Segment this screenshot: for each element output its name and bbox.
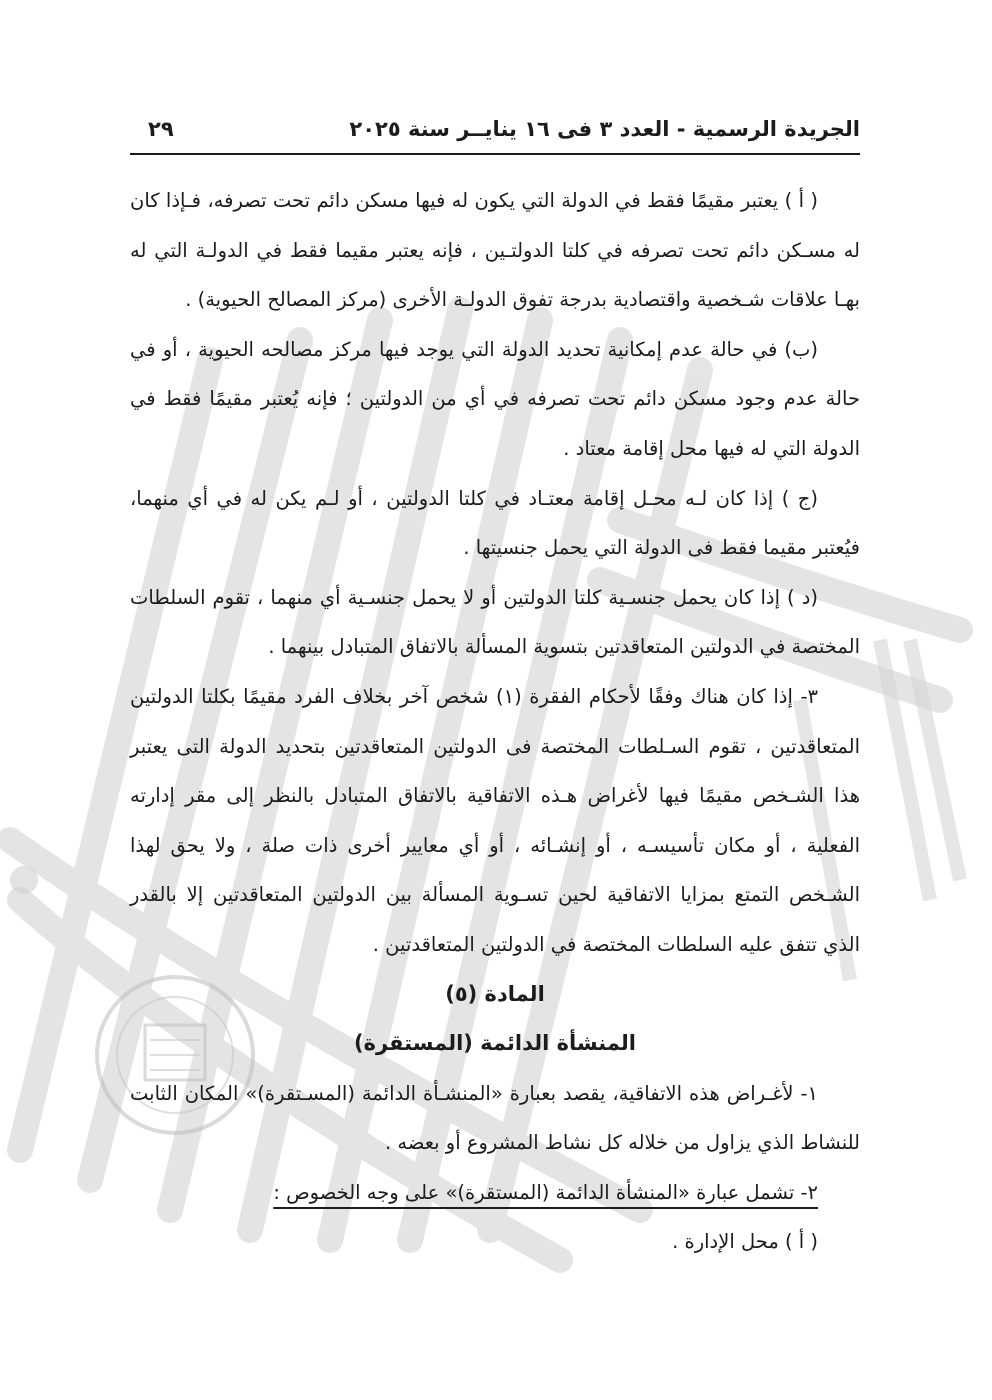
article-number: المادة (٥): [445, 981, 545, 1006]
paragraph-b: (ب) في حالة عدم إمكانية تحديد الدولة التي يوجد فيها مركز مصالحه الحيوية ، أو في حالة عدم وجود مسكن دائم تحت تصرفه في أي من الدولتين ؛ فإنه يُعتبر مقيمًا فقط في الدولة التي له فيها محل إقامة معتاد .: [130, 337, 860, 460]
article-paragraph-1: ١- لأغـراض هذه الاتفاقية، يقصد بعبارة «المنشـأة الدائمة (المسـتقرة)» المكان الثابت للنشاط الذي يزاول من خلاله كل نشاط المشروع أو بعضه .: [130, 1081, 860, 1155]
article-paragraph-2: [130, 1168, 860, 1218]
article-title: المنشأة الدائمة (المستقرة): [354, 1031, 636, 1056]
paragraph-d: (د ) إذا كان يحمل جنسـية كلتا الدولتين أو لا يحمل جنسـية أي منهما ، تقوم السلطات المختصة في الدولتين المتعاقدتين بتسوية المسألة بالاتفاق المتبادل بينهما .: [130, 585, 860, 659]
paragraph-a: ( أ ) يعتبر مقيمًا فقط في الدولة التي يكون له فيها مسكن دائم تحت تصرفه، فـإذا كان له مسـكن دائم تحت تصرفه في كلتا الدولتـين ، فإنه يعتبر مقيما فقط في الدولـة التي له بهـا علاقات شـخصية واقتصادية بدرجة تفوق الدولـة الأخرى (مركز المصالح الحيوية) .: [130, 189, 860, 312]
page-header: [130, 114, 860, 154]
paragraph-c: (ج ) إذا كان لـه محـل إقامة معتـاد في كلتا الدولتين ، أو لـم يكن له في أي منهما، فيُعتبر مقيما فقط فى الدولة التي يحمل جنسيتها .: [130, 486, 860, 560]
page-number: ٢٩: [148, 117, 174, 141]
document-body: [130, 176, 860, 1267]
header-divider: [130, 153, 860, 155]
paragraph-3: ٣- إذا كان هناك وفقًا لأحكام الفقرة (١) شخص آخر بخلاف الفرد مقيمًا بكلتا الدولتين المتعاقدتين ، تقوم السـلطات المختصة فى الدولتين المتعاقدتين بتحديد الدولة التى يعتبر هذا الشـخص مقيمًا فيها لأغراض هـذه الاتفاقية بالاتفاق المتبادل بالنظر إلى مقر إدارته الفعلية ، أو مكان تأسيسـه ، أو إنشـائه ، أو أي معايير أخرى ذات صلة ، ولا يحق لهذا الشـخص التمتع بمزايا الاتفاقية لحين تسـوية المسألة بين الدولتين المتعاقدتين إلا بالقدر الذي تتفق عليه السلطات المختصة في الدولتين المتعاقدتين .: [130, 684, 860, 956]
article-item-a: ( أ ) محل الإدارة .: [672, 1230, 818, 1254]
article-paragraph-2-text: ٢- تشمل عبارة «المنشأة الدائمة (المستقرة)» على وجه الخصوص :: [273, 1180, 818, 1204]
header-title: الجريدة الرسمية - العدد ٣ فى ١٦ ينايــر سنة ٢٠٢٥: [349, 117, 860, 141]
